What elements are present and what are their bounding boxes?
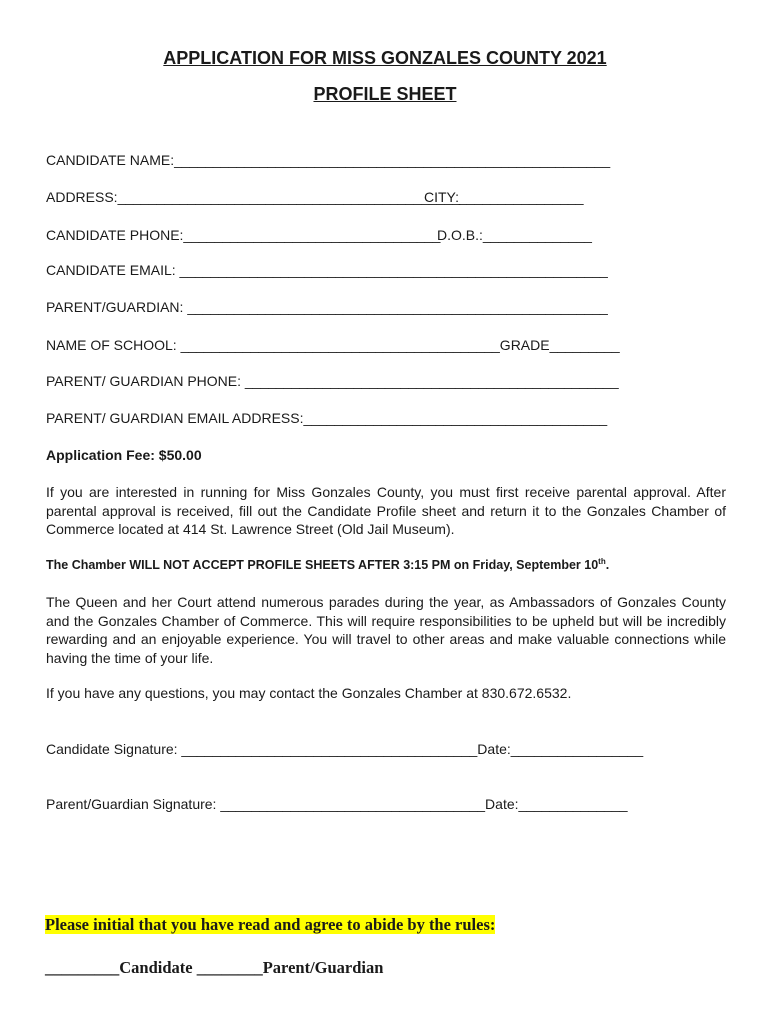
initial-prompt bbox=[45, 915, 495, 935]
initial-prompt-text: Please initial that you have read and agree to abide by the rules: bbox=[45, 915, 496, 934]
address-field[interactable]: ADDRESS:____________________________________________ bbox=[46, 189, 461, 205]
deadline-notice bbox=[46, 557, 609, 572]
application-fee: Application Fee: $50.00 bbox=[46, 447, 202, 463]
parent-email-field[interactable]: PARENT/ GUARDIAN EMAIL ADDRESS:_______________________________________ bbox=[46, 410, 608, 426]
questions-paragraph: If you have any questions, you may contact the Gonzales Chamber at 830.672.6532. bbox=[46, 685, 572, 701]
candidate-phone-field[interactable]: CANDIDATE PHONE:_________________________________ bbox=[46, 227, 441, 243]
parent-phone-field[interactable]: PARENT/ GUARDIAN PHONE: ________________________________________________ bbox=[46, 373, 619, 389]
candidate-name-field[interactable]: CANDIDATE NAME:________________________________________________________ bbox=[46, 152, 611, 168]
school-grade-field[interactable]: NAME OF SCHOOL: _________________________________________GRADE_________ bbox=[46, 337, 620, 353]
initial-line[interactable]: _________Candidate ________Parent/Guardian bbox=[45, 958, 384, 977]
city-field[interactable]: CITY:________________ bbox=[424, 189, 584, 205]
parent-guardian-field[interactable]: PARENT/GUARDIAN: ______________________________________________________ bbox=[46, 299, 608, 315]
candidate-email-field[interactable]: CANDIDATE EMAIL: _______________________________________________________ bbox=[46, 262, 608, 278]
queen-paragraph: The Queen and her Court attend numerous parades during the year, as Ambassadors of Gonzales County and the Gonzales Chamber of Commerce. This will require responsibilities to be upheld but will be incredibly rewarding and an enjoyable experience. You will travel to other areas and make valuable connections while having the time of your life. bbox=[46, 594, 726, 666]
page-subtitle: PROFILE SHEET bbox=[313, 84, 457, 104]
parent-signature-field[interactable]: Parent/Guardian Signature: __________________________________Date:______________ bbox=[46, 796, 628, 812]
interest-paragraph: If you are interested in running for Miss Gonzales County, you must first receive parental approval. After parental approval is received, fill out the Candidate Profile sheet and return it to the Gonzales Chamber of Commerce located at 414 St. Lawrence Street (Old Jail Museum). bbox=[46, 484, 726, 537]
page-title: APPLICATION FOR MISS GONZALES COUNTY 2021 bbox=[163, 48, 607, 68]
deadline-period: . bbox=[605, 558, 610, 573]
deadline-superscript: th bbox=[598, 557, 606, 566]
candidate-signature-field[interactable]: Candidate Signature: ______________________________________Date:_________________ bbox=[46, 741, 644, 757]
dob-field[interactable]: D.O.B.:______________ bbox=[437, 227, 592, 243]
deadline-text: The Chamber WILL NOT ACCEPT PROFILE SHEETS AFTER 3:15 PM on Friday, September 10 bbox=[46, 558, 599, 573]
